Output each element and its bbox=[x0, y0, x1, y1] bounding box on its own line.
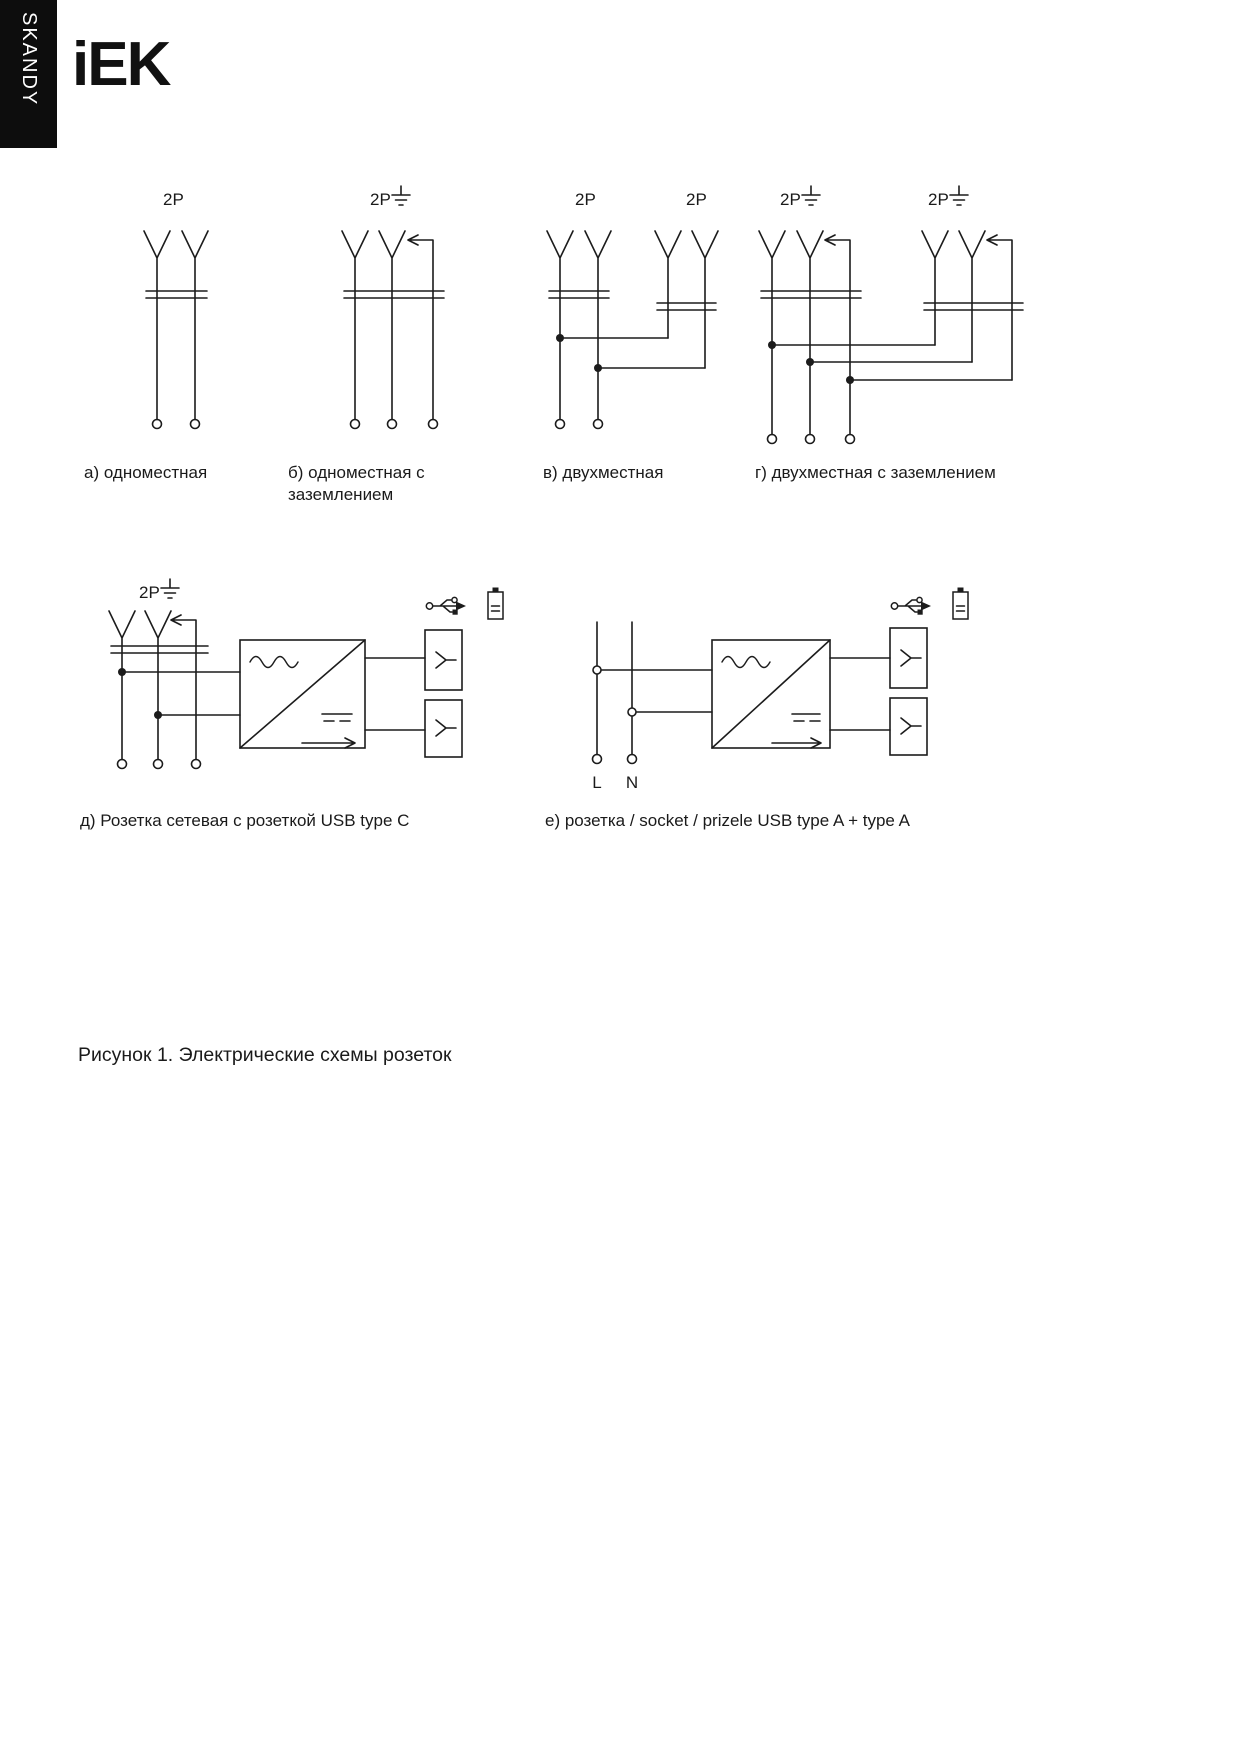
terminal-circle bbox=[594, 420, 603, 429]
earth-icon bbox=[802, 186, 820, 205]
earth-contact-arrow-right bbox=[987, 235, 1012, 380]
terminal-circle bbox=[118, 760, 127, 769]
usb-port-lower bbox=[890, 698, 927, 755]
line-label: L bbox=[592, 773, 602, 792]
socket-bar bbox=[146, 291, 207, 298]
usb-contact-fork bbox=[436, 652, 456, 668]
pole-label-g-right: 2P bbox=[928, 190, 949, 209]
usb-port-upper bbox=[425, 630, 462, 690]
junction-dot bbox=[768, 341, 776, 349]
junction-dot bbox=[556, 334, 564, 342]
earth-contact-arrow bbox=[408, 235, 433, 420]
usb-icon bbox=[891, 597, 931, 614]
usb-branch-circle bbox=[917, 597, 922, 602]
battery-icon bbox=[488, 588, 503, 620]
brand-logo-text: iEK bbox=[72, 30, 170, 99]
terminal-circle bbox=[388, 420, 397, 429]
link-wires bbox=[560, 338, 705, 368]
terminal-circle bbox=[154, 760, 163, 769]
junction-dot bbox=[594, 364, 602, 372]
usb-contact-fork bbox=[436, 720, 456, 736]
pole-label-v-right: 2P bbox=[686, 190, 707, 209]
link-wires bbox=[597, 670, 712, 712]
usb-circle-end bbox=[891, 603, 897, 609]
socket-bar bbox=[111, 646, 208, 653]
junction-dot bbox=[118, 668, 126, 676]
terminal-circle bbox=[191, 420, 200, 429]
link-wires bbox=[122, 672, 240, 715]
neutral-label: N bbox=[625, 773, 639, 792]
usb-port-upper bbox=[890, 628, 927, 688]
usb-branch-square bbox=[453, 610, 458, 615]
battery-level-lines bbox=[957, 606, 965, 611]
usb-contact-fork bbox=[901, 718, 921, 734]
ac-sine-icon bbox=[250, 657, 298, 668]
supply-lines bbox=[597, 622, 632, 755]
usb-arrowhead bbox=[456, 602, 466, 611]
ac-sine-icon bbox=[722, 657, 770, 668]
diagram-v-double-socket bbox=[547, 231, 718, 429]
socket-bar-right bbox=[924, 303, 1023, 310]
usb-branch-circle bbox=[452, 597, 457, 602]
earth-icon bbox=[161, 579, 179, 598]
tap-terminal bbox=[593, 666, 601, 674]
earth-contact-arrow-left bbox=[825, 235, 850, 435]
dc-symbol-icon bbox=[322, 714, 352, 721]
battery-level-lines bbox=[492, 606, 500, 611]
caption-v: в) двухместная bbox=[543, 463, 664, 482]
terminal-circle bbox=[556, 420, 565, 429]
diagram-a-single-socket bbox=[144, 231, 208, 429]
usb-port-lower bbox=[425, 700, 462, 757]
diagram-b-single-socket-earthed bbox=[342, 186, 444, 429]
caption-b: б) одноместная с заземлением bbox=[288, 463, 425, 504]
battery-nub bbox=[493, 588, 499, 593]
caption-a: а) одноместная bbox=[84, 463, 208, 482]
terminal-circle bbox=[768, 435, 777, 444]
pole-contacts-right bbox=[655, 231, 718, 368]
terminal-circle bbox=[153, 420, 162, 429]
pole-label-b: 2P bbox=[370, 190, 391, 209]
output-wires bbox=[365, 658, 425, 730]
earth-icon bbox=[392, 186, 410, 205]
battery-nub bbox=[958, 588, 964, 593]
usb-circle-end bbox=[426, 603, 432, 609]
caption-e: е) розетка / socket / prizele USB type A + type A bbox=[545, 811, 911, 830]
terminal-circle bbox=[846, 435, 855, 444]
power-supply-box bbox=[712, 640, 830, 748]
usb-branch-square bbox=[918, 610, 923, 615]
pole-contacts bbox=[109, 611, 171, 760]
usb-contact-fork bbox=[901, 650, 921, 666]
pole-contacts-left bbox=[547, 231, 611, 420]
earth-icon bbox=[950, 186, 968, 205]
junction-dot bbox=[806, 358, 814, 366]
diagram-labels bbox=[139, 190, 949, 792]
terminal-circle bbox=[628, 755, 637, 764]
dc-symbol-icon bbox=[792, 714, 820, 721]
output-arrow bbox=[302, 738, 355, 748]
pole-label-g-left: 2P bbox=[780, 190, 801, 209]
psu-diagonal bbox=[240, 640, 365, 748]
diagram-e-socket-usb-a bbox=[593, 588, 969, 764]
terminal-circle bbox=[192, 760, 201, 769]
usb-arrowhead bbox=[921, 602, 931, 611]
earth-contact-arrow bbox=[171, 615, 196, 760]
socket-bar-right bbox=[657, 303, 716, 310]
battery-icon bbox=[953, 588, 968, 620]
pole-contacts bbox=[342, 231, 405, 420]
socket-bar bbox=[344, 291, 444, 298]
pole-contacts-right bbox=[922, 231, 985, 362]
pole-label-d: 2P bbox=[139, 583, 160, 602]
socket-bar-left bbox=[549, 291, 609, 298]
diagram-d-socket-usb-c bbox=[109, 579, 503, 769]
junction-dot bbox=[846, 376, 854, 384]
socket-bar-left bbox=[761, 291, 861, 298]
series-name: SKANDY bbox=[18, 12, 40, 107]
terminal-circle bbox=[593, 755, 602, 764]
caption-d: д) Розетка сетевая с розеткой USB type C bbox=[80, 811, 410, 830]
output-wires bbox=[830, 658, 890, 730]
junction-dot bbox=[154, 711, 162, 719]
output-arrow bbox=[772, 738, 821, 748]
usb-icon bbox=[426, 597, 466, 614]
figure-caption: Рисунок 1. Электрические схемы розеток bbox=[78, 1044, 452, 1066]
power-supply-box bbox=[240, 640, 365, 748]
terminal-circle bbox=[429, 420, 438, 429]
pole-label-a: 2P bbox=[163, 190, 184, 209]
pole-label-v-left: 2P bbox=[575, 190, 596, 209]
terminal-circle bbox=[806, 435, 815, 444]
tap-terminal bbox=[628, 708, 636, 716]
pole-contacts-left bbox=[759, 231, 823, 435]
caption-g: г) двухместная с заземлением bbox=[755, 463, 996, 482]
diagram-g-double-socket-earthed bbox=[759, 186, 1023, 444]
terminal-circle bbox=[351, 420, 360, 429]
pole-contacts bbox=[144, 231, 208, 420]
